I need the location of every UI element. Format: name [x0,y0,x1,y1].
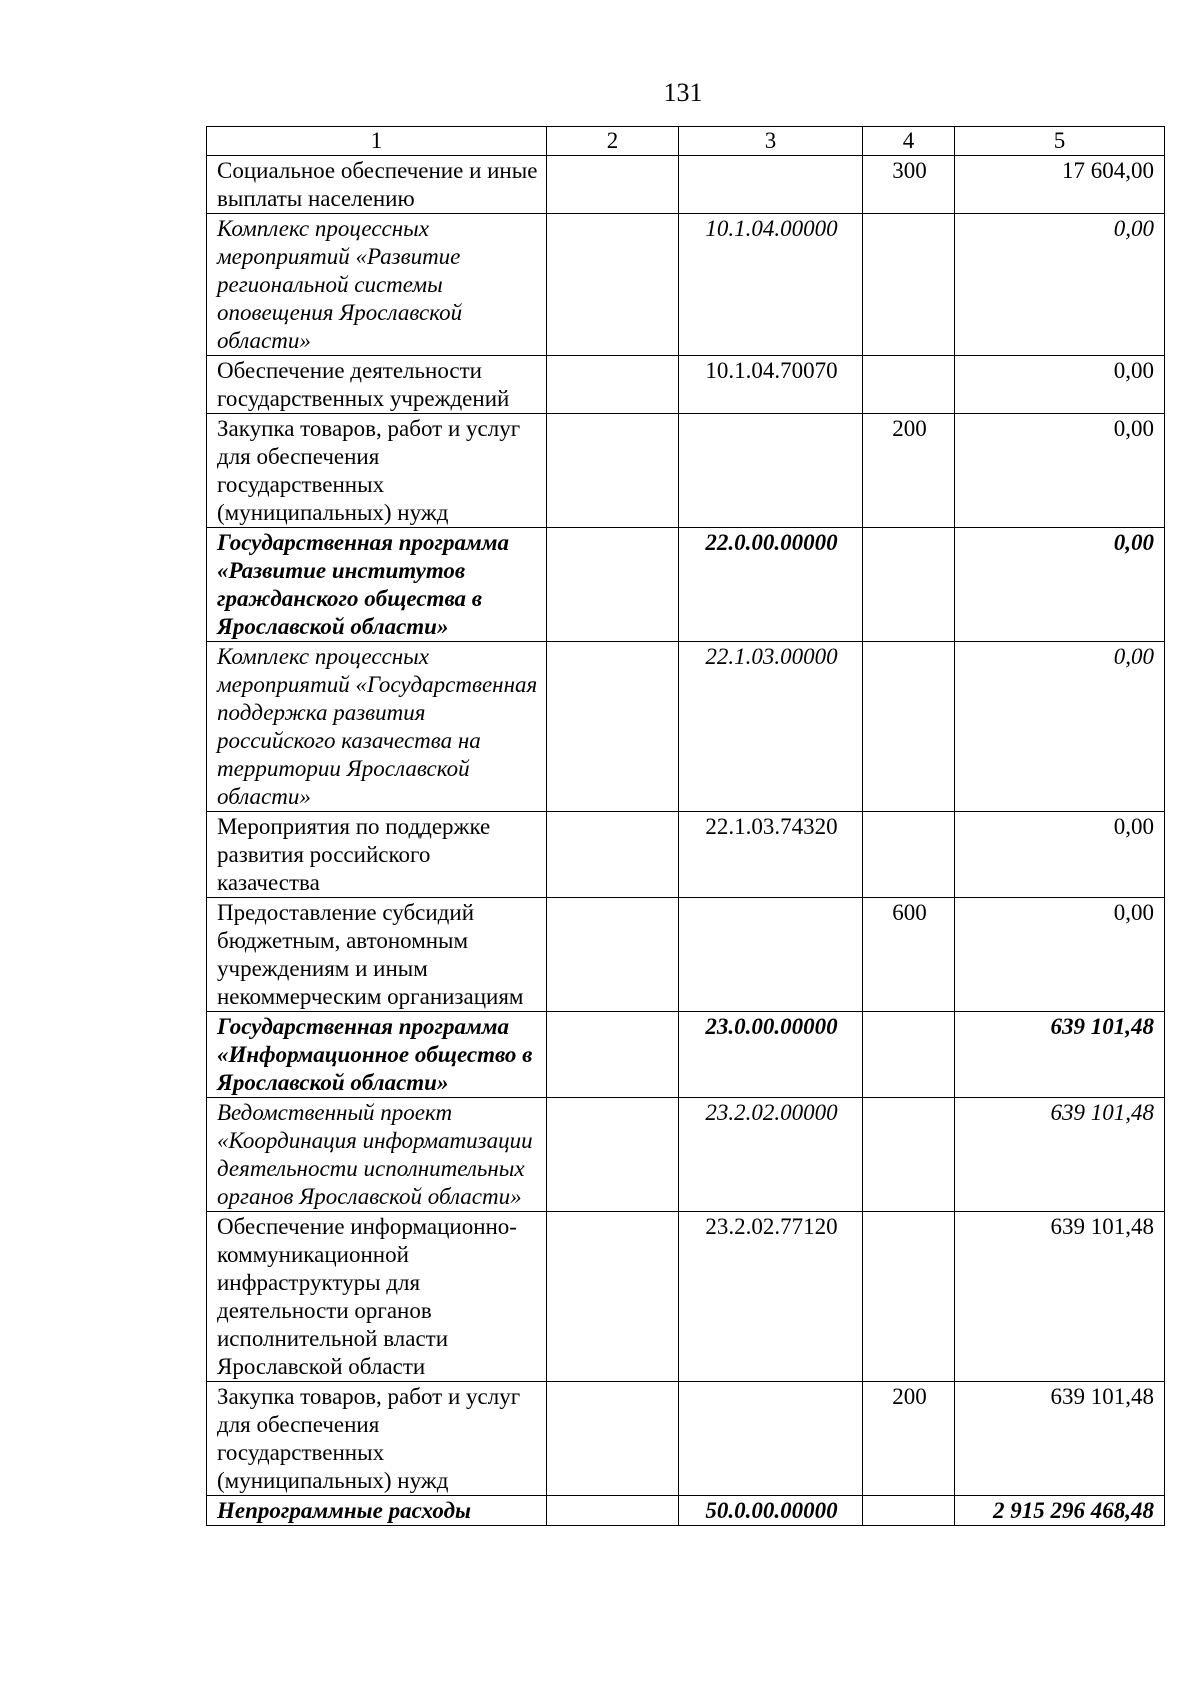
row-column2-cell [547,356,679,414]
column-header: 5 [955,127,1165,156]
table-row [207,414,1165,528]
page-number: 131 [663,78,703,107]
row-type-cell [863,356,955,414]
column-header: 4 [863,127,955,156]
table-row [207,1098,1165,1212]
row-column2-cell [547,414,679,528]
row-name-cell: Комплекс процессных мероприятий «Государственная поддержка развития российского казачества на территории Ярославской области» [207,642,547,812]
row-name-cell: Закупка товаров, работ и услуг для обеспечения государственных (муниципальных) нужд [207,1382,547,1496]
row-code-cell [679,1382,863,1496]
row-column2-cell [547,528,679,642]
row-type-cell [863,214,955,356]
row-type-cell [863,528,955,642]
row-type-cell: 200 [863,1382,955,1496]
row-amount-cell: 639 101,48 [955,1098,1165,1212]
row-code-cell: 23.2.02.77120 [679,1212,863,1382]
row-name-cell: Обеспечение деятельности государственных учреждений [207,356,547,414]
row-code-cell [679,414,863,528]
row-name-cell: Непрограммные расходы [207,1496,547,1526]
row-code-cell: 22.1.03.00000 [679,642,863,812]
row-amount-cell: 639 101,48 [955,1012,1165,1098]
table-row [207,528,1165,642]
row-type-cell [863,1212,955,1382]
row-code-cell: 10.1.04.70070 [679,356,863,414]
row-column2-cell [547,1496,679,1526]
row-code-cell: 22.0.00.00000 [679,528,863,642]
row-column2-cell [547,1382,679,1496]
row-column2-cell [547,156,679,214]
row-name-cell: Закупка товаров, работ и услуг для обеспечения государственных (муниципальных) нужд [207,414,547,528]
row-amount-cell: 639 101,48 [955,1212,1165,1382]
row-code-cell: 23.0.00.00000 [679,1012,863,1098]
table-body [207,156,1165,1526]
row-amount-cell: 0,00 [955,214,1165,356]
table-header-row [207,127,1165,156]
row-column2-cell [547,812,679,898]
row-name-cell: Мероприятия по поддержке развития российского казачества [207,812,547,898]
row-name-cell: Предоставление субсидий бюджетным, автономным учреждениям и иным некоммерческим организациям [207,898,547,1012]
table-row [207,812,1165,898]
row-amount-cell: 0,00 [955,898,1165,1012]
row-amount-cell: 0,00 [955,414,1165,528]
budget-table [206,126,1165,1526]
row-code-cell [679,156,863,214]
row-column2-cell [547,642,679,812]
table-row [207,898,1165,1012]
row-name-cell: Государственная программа «Развитие институтов гражданского общества в Ярославской области» [207,528,547,642]
column-header: 3 [679,127,863,156]
row-code-cell: 10.1.04.00000 [679,214,863,356]
row-amount-cell: 0,00 [955,356,1165,414]
row-type-cell [863,812,955,898]
row-column2-cell [547,1098,679,1212]
table-row [207,642,1165,812]
row-amount-cell: 2 915 296 468,48 [955,1496,1165,1526]
row-column2-cell [547,1012,679,1098]
table-row [207,1382,1165,1496]
row-column2-cell [547,1212,679,1382]
row-type-cell: 200 [863,414,955,528]
row-amount-cell: 0,00 [955,812,1165,898]
row-amount-cell: 0,00 [955,528,1165,642]
row-type-cell [863,1012,955,1098]
column-header: 1 [207,127,547,156]
column-header: 2 [547,127,679,156]
row-code-cell [679,898,863,1012]
row-name-cell: Государственная программа «Информационное общество в Ярославской области» [207,1012,547,1098]
row-code-cell: 22.1.03.74320 [679,812,863,898]
row-type-cell [863,1098,955,1212]
row-column2-cell [547,214,679,356]
row-type-cell: 600 [863,898,955,1012]
table-row [207,1496,1165,1526]
row-code-cell: 50.0.00.00000 [679,1496,863,1526]
table-row [207,1212,1165,1382]
table-row [207,356,1165,414]
row-amount-cell: 0,00 [955,642,1165,812]
row-name-cell: Ведомственный проект «Координация информатизации деятельности исполнительных органов Ярославской области» [207,1098,547,1212]
row-type-cell [863,642,955,812]
row-amount-cell: 639 101,48 [955,1382,1165,1496]
row-name-cell: Обеспечение информационно-коммуникационной инфраструктуры для деятельности органов исполнительной власти Ярославской области [207,1212,547,1382]
table-row [207,1012,1165,1098]
row-amount-cell: 17 604,00 [955,156,1165,214]
row-type-cell: 300 [863,156,955,214]
row-type-cell [863,1496,955,1526]
row-name-cell: Комплекс процессных мероприятий «Развитие региональной системы оповещения Ярославской области» [207,214,547,356]
row-code-cell: 23.2.02.00000 [679,1098,863,1212]
table-row [207,214,1165,356]
row-column2-cell [547,898,679,1012]
table-row [207,156,1165,214]
row-name-cell: Социальное обеспечение и иные выплаты населению [207,156,547,214]
